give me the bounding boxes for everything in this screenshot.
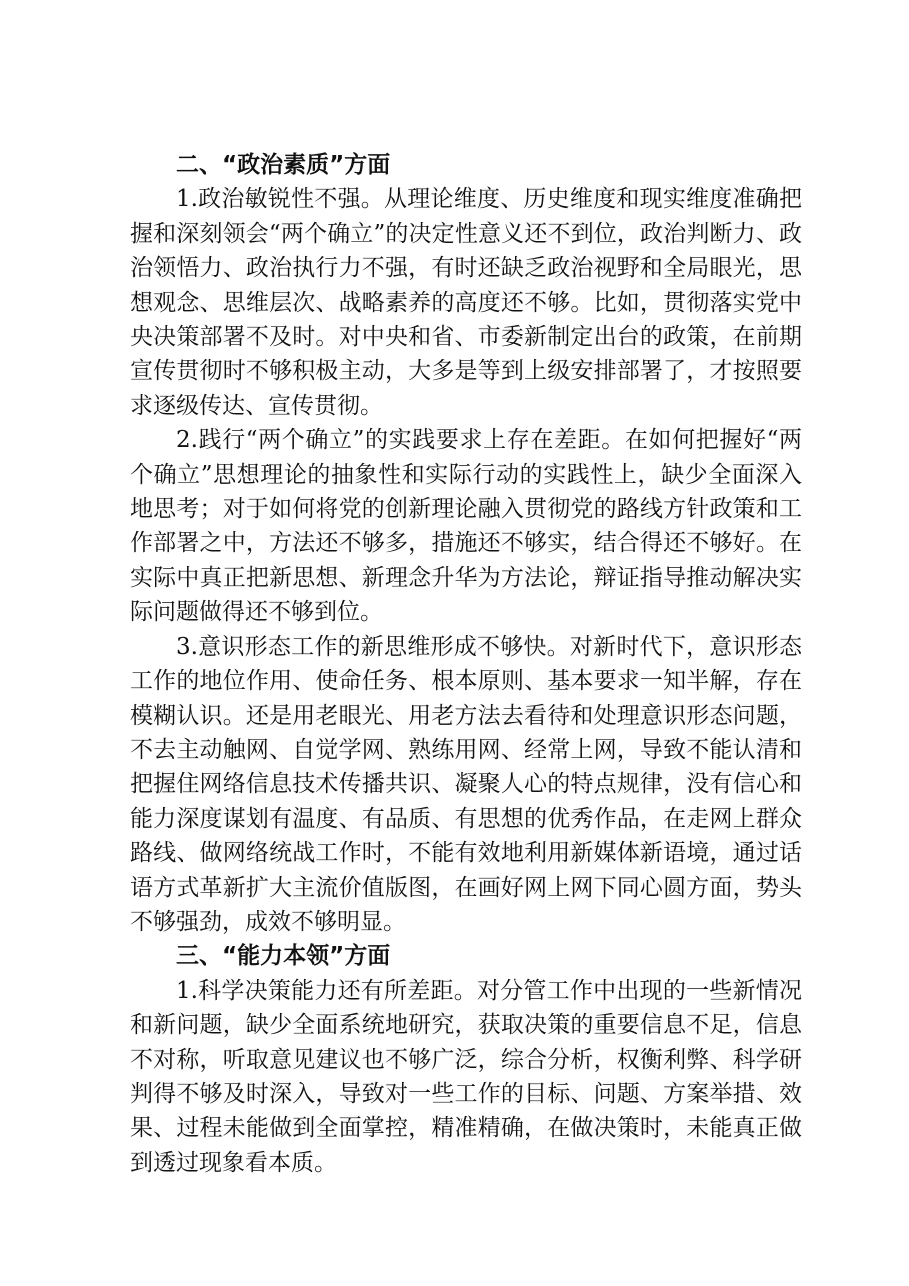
paragraph-decision-making: 1.科学决策能力还有所差距。对分管工作中出现的一些新情况和新问题，缺少全面系统地研究，获取决策的重要信息不足，信息不对称，听取意见建议也不够广泛，综合分析，权衡利弊、科学研判得不够及时深入，导致对一些工作的目标、问题、方案举措、效果、过程未能做到全面掌控，精准精确，在做决策时，未能真正做到透过现象看本质。: [130, 977, 802, 1176]
document-page: [130, 148, 802, 1180]
paragraph-practice-requirements: 2.践行“两个确立”的实践要求上存在差距。在如何把握好“两个确立”思想理论的抽象性和实际行动的实践性上，缺少全面深入地思考；对于如何将党的创新理论融入贯彻党的路线方针政策和工作部署之中，方法还不够多，措施还不够实，结合得还不够好。在实际中真正把新思想、新理念升华为方法论，辩证指导推动解决实际问题做得还不够到位。: [130, 427, 802, 626]
section-heading-ability: 三、“能力本领”方面: [176, 943, 391, 970]
paragraph-political-sensitivity: 1.政治敏锐性不强。从理论维度、历史维度和现实维度准确把握和深刻领会“两个确立”的决定性意义还不到位，政治判断力、政治领悟力、政治执行力不强，有时还缺乏政治视野和全局眼光，思想观念、思维层次、战略素养的高度还不够。比如，贯彻落实党中央决策部署不及时。对中央和省、市委新制定出台的政策，在前期宣传贯彻时不够积极主动，大多是等到上级安排部署了，才按照要求逐级传达、宣传贯彻。: [130, 186, 802, 419]
paragraph-ideology-work: 3.意识形态工作的新思维形成不够快。对新时代下，意识形态工作的地位作用、使命任务、根本原则、基本要求一知半解，存在模糊认识。还是用老眼光、用老方法去看待和处理意识形态问题，不去主动触网、自觉学网、熟练用网、经常上网，导致不能认清和把握住网络信息技术传播共识、凝聚人心的特点规律，没有信心和能力深度谋划有温度、有品质、有思想的优秀作品，在走网上群众路线、做网络统战工作时，不能有效地利用新媒体新语境，通过话语方式革新扩大主流价值版图，在画好网上网下同心圆方面，势头不够强劲，成效不够明显。: [130, 633, 802, 935]
section-heading-political-quality: 二、“政治素质”方面: [176, 152, 391, 178]
